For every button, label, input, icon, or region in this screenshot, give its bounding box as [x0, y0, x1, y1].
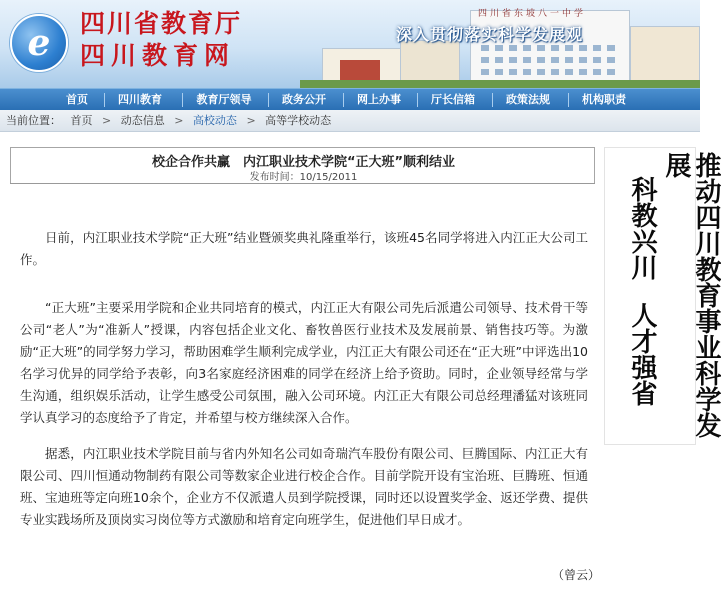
- nav-item-org-duties[interactable]: 机构职责: [582, 93, 626, 106]
- breadcrumb-label: 当前位置：: [6, 114, 61, 127]
- article-divider: [10, 183, 595, 184]
- breadcrumb-university-news[interactable]: 高校动态: [192, 114, 237, 127]
- side-slogan-line2: [627, 176, 657, 406]
- side-slogan-line2a: 科教兴川: [627, 176, 657, 280]
- nav-item-policies[interactable]: 政策法规: [506, 93, 550, 106]
- nav-item-online-services[interactable]: 网上办事: [357, 93, 401, 106]
- breadcrumb: [0, 110, 700, 132]
- main-nav: [0, 88, 700, 110]
- logo-letter: e: [27, 22, 51, 64]
- nav-item-gov-affairs[interactable]: 政务公开: [282, 93, 326, 106]
- article-title: 校企合作共赢 内江职业技术学院“正大班”顺利结业: [151, 155, 456, 170]
- nav-item-leaders[interactable]: 教育厅领导: [196, 93, 252, 106]
- banner-school-sign: 四川省东坡八一中学: [478, 9, 587, 19]
- side-slogan-banner: [604, 147, 721, 445]
- nav-item-home[interactable]: 首页: [66, 93, 88, 106]
- nav-item-mailbox[interactable]: 厅长信箱: [431, 93, 475, 106]
- side-slogan-line1: 推动四川教育事业科学发展: [661, 152, 721, 438]
- article-signature: （曾云）: [552, 568, 601, 582]
- banner-slogan: 深入贯彻落实科学发展观: [396, 25, 584, 44]
- article-paragraph: 日前，内江职业技术学院“正大班”结业暨颁奖典礼隆重举行，该班45名同学将进入内江正大公司工作。: [20, 230, 588, 267]
- site-header: [0, 0, 700, 88]
- article-header: [10, 147, 595, 183]
- side-slogan-line2b: 人才强省: [627, 302, 657, 406]
- breadcrumb-separator-icon: >: [174, 114, 184, 127]
- breadcrumb-news[interactable]: 动态信息: [120, 114, 165, 127]
- site-title-line2: 四川教育网: [80, 41, 236, 70]
- article-paragraph: 据悉，内江职业技术学院目前与省内外知名公司如奇瑞汽车股份有限公司、巨腾国际、内江正大有限公司、四川恒通动物制药有限公司等数家企业进行校企合作。目前学院开设有宝治班、巨腾班、恒通班、宝迪班等定向班10余个，企业方不仅派遣人员到学院授课，同时还以设置奖学金、返还学费、提供专业实践场所及顶岗实习岗位等方式激励和培育定向班学生，促进他们早日成才。: [20, 446, 588, 527]
- breadcrumb-separator-icon: >: [102, 114, 112, 127]
- banner-building: [630, 26, 700, 88]
- site-title: [80, 8, 242, 72]
- banner-grass: [300, 80, 700, 88]
- breadcrumb-home[interactable]: 首页: [70, 114, 93, 127]
- article-date: 发布时间：10/15/2011: [249, 172, 358, 183]
- site-logo-icon[interactable]: [10, 14, 68, 72]
- site-title-line1: 四川省教育厅: [80, 9, 243, 38]
- article-paragraph: “正大班”主要采用学院和企业共同培育的模式，内江正大有限公司先后派遣公司领导、技术骨干等公司“老人”为“准新人”授课，内容包括企业文化、畜牧兽医行业技术及发展前景、销售技巧等。为激励“正大班”的同学努力学习，帮助困难学生顺利完成学业，内江正大有限公司还在“正大班”中评选出10名学习优异的同学给予表彰，向3名家庭经济困难的同学在经济上给予资助。同时，企业领导经常与学生沟通，组织娱乐活动，让学生感受公司氛围，融入公司环境。内江正大有限公司总经理潘猛对该班同学认真学习的态度给予了肯定，并希望与校方继续深入合作。: [20, 300, 588, 425]
- breadcrumb-separator-icon: >: [246, 114, 256, 127]
- nav-item-sichuan-education[interactable]: 四川教育: [118, 93, 162, 106]
- breadcrumb-current: 高等学校动态: [265, 114, 332, 127]
